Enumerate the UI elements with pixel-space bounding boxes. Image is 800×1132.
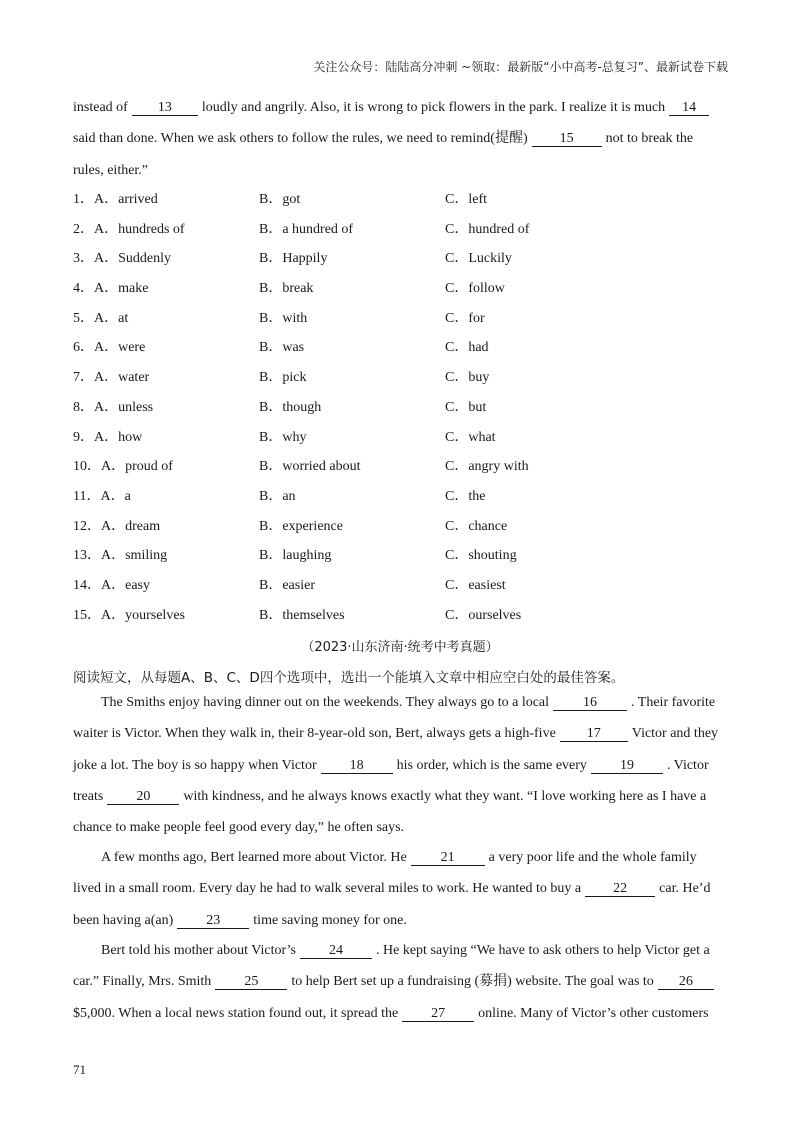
text-line bbox=[73, 718, 729, 749]
blank-14: 14 bbox=[669, 100, 709, 116]
question-number: 12． bbox=[73, 518, 101, 534]
option-row bbox=[73, 363, 729, 393]
option-a bbox=[73, 423, 142, 453]
blank-23: 23 bbox=[177, 913, 249, 929]
option-b: B．worried about bbox=[259, 459, 361, 475]
text-line bbox=[73, 998, 729, 1029]
passage-paragraph-1 bbox=[73, 687, 729, 843]
option-row bbox=[73, 423, 729, 453]
option-a-text: A．a bbox=[100, 488, 131, 504]
option-b: B．break bbox=[259, 281, 314, 297]
option-a bbox=[73, 333, 145, 363]
option-b: B．was bbox=[259, 340, 305, 356]
text-span: treats bbox=[73, 788, 104, 804]
blank-25: 25 bbox=[215, 974, 287, 990]
option-b: B．though bbox=[259, 399, 322, 415]
option-a bbox=[73, 274, 148, 304]
blank-15: 15 bbox=[532, 131, 602, 147]
text-span: loudly and angrily. Also, it is wrong to pick flowers in the park. I realize it is much bbox=[201, 100, 666, 115]
option-row bbox=[73, 333, 729, 363]
instruction-text: 阅读短文，从每题A、B、C、D四个选项中，选出一个能填入文章中相应空白处的最佳答案。 bbox=[73, 670, 625, 686]
text-span: . He kept saying “We have to ask others to help Victor get a bbox=[376, 943, 710, 958]
question-number: 10． bbox=[73, 459, 101, 475]
text-line bbox=[73, 687, 729, 718]
option-row bbox=[73, 571, 729, 601]
question-number: 15． bbox=[73, 607, 101, 623]
option-c: C．hundred of bbox=[445, 221, 530, 237]
option-b: B．themselves bbox=[259, 607, 345, 623]
text-span: car. He’d bbox=[659, 881, 711, 897]
option-a bbox=[73, 363, 149, 393]
text-span: said than done. When we ask others to follow the rules, we need to remind(提醒) bbox=[73, 131, 528, 147]
text-line bbox=[73, 123, 729, 154]
blank-21: 21 bbox=[411, 850, 485, 866]
text-line bbox=[73, 873, 729, 904]
option-b: B．laughing bbox=[259, 548, 332, 564]
option-c: C．follow bbox=[445, 281, 505, 297]
option-c: C．had bbox=[445, 340, 489, 356]
option-a bbox=[73, 393, 153, 423]
option-a bbox=[73, 244, 171, 274]
option-row bbox=[73, 215, 729, 245]
option-row bbox=[73, 274, 729, 304]
question-number: 1． bbox=[73, 192, 94, 207]
option-row bbox=[73, 304, 729, 334]
option-a bbox=[73, 215, 185, 245]
option-c: C．Luckily bbox=[445, 251, 512, 267]
option-a-text: A．hundreds of bbox=[94, 221, 185, 237]
option-c: C．what bbox=[445, 429, 496, 445]
option-a bbox=[73, 541, 167, 571]
option-a-text: A．easy bbox=[101, 577, 150, 593]
question-number: 11． bbox=[73, 488, 101, 504]
question-number: 6． bbox=[73, 340, 94, 356]
passage-paragraph-3 bbox=[73, 935, 729, 1029]
option-c: C．angry with bbox=[445, 459, 529, 475]
text-span: his order, which is the same every bbox=[396, 757, 587, 773]
option-row bbox=[73, 482, 729, 512]
option-a-text: A．were bbox=[94, 340, 146, 356]
option-c: C．shouting bbox=[445, 548, 517, 564]
blank-20: 20 bbox=[107, 789, 179, 805]
passage-continuation bbox=[73, 92, 729, 186]
text-span: . Victor bbox=[666, 757, 709, 773]
question-number: 3． bbox=[73, 251, 94, 267]
option-row bbox=[73, 393, 729, 423]
question-number: 9． bbox=[73, 429, 94, 445]
option-c: C．easiest bbox=[445, 577, 506, 593]
text-span: a very poor life and the whole family bbox=[488, 850, 697, 865]
option-a bbox=[73, 304, 128, 334]
text-line bbox=[73, 781, 729, 812]
text-span: waiter is Victor. When they walk in, their 8-year-old son, Bert, always gets a high-five bbox=[73, 726, 556, 742]
option-b: B．with bbox=[259, 310, 308, 326]
option-c: C．buy bbox=[445, 370, 490, 386]
option-b: B．an bbox=[259, 488, 296, 504]
option-c: C．the bbox=[445, 488, 486, 504]
option-a bbox=[73, 571, 150, 601]
text-line: rules, either.” bbox=[73, 162, 149, 178]
option-a-text: A．proud of bbox=[101, 459, 173, 475]
page-number: 71 bbox=[73, 1062, 86, 1077]
option-row bbox=[73, 452, 729, 482]
option-a-text: A．smiling bbox=[101, 548, 168, 564]
option-c: C．but bbox=[445, 399, 487, 415]
option-a bbox=[73, 452, 173, 482]
blank-17: 17 bbox=[560, 726, 628, 742]
text-span: been having a(an) bbox=[73, 912, 174, 928]
option-a-text: A．at bbox=[94, 310, 129, 326]
text-span: to help Bert set up a fundraising (募捐) website. The goal was to bbox=[291, 974, 654, 990]
text-line bbox=[73, 842, 729, 873]
option-b: B．Happily bbox=[259, 251, 328, 267]
blank-18: 18 bbox=[321, 758, 393, 774]
option-b: B．experience bbox=[259, 518, 343, 534]
text-span: . Their favorite bbox=[631, 695, 716, 710]
option-c: C．for bbox=[445, 310, 485, 326]
text-span: instead of bbox=[73, 100, 128, 115]
option-c: C．chance bbox=[445, 518, 508, 534]
question-number: 4． bbox=[73, 281, 94, 297]
option-b: B．got bbox=[259, 192, 301, 207]
text-span: car.” Finally, Mrs. Smith bbox=[73, 974, 212, 990]
text-span: online. Many of Victor’s other customers bbox=[478, 1005, 709, 1021]
question-number: 2． bbox=[73, 221, 94, 237]
page-header: 关注公众号：陆陆高分冲刺 ~领取：最新版“小中高考-总复习”、最新试卷下载 bbox=[313, 60, 728, 74]
blank-26: 26 bbox=[658, 974, 714, 990]
text-span: The Smiths enjoy having dinner out on the weekends. They always go to a local bbox=[101, 695, 550, 710]
options-list bbox=[73, 185, 729, 630]
option-row bbox=[73, 601, 729, 631]
blank-24: 24 bbox=[300, 943, 372, 959]
blank-27: 27 bbox=[402, 1006, 474, 1022]
question-source: （2023·山东济南·统考中考真题） bbox=[301, 640, 499, 655]
text-span: Bert told his mother about Victor’s bbox=[101, 943, 297, 958]
option-b: B．a hundred of bbox=[259, 221, 354, 237]
text-line bbox=[73, 92, 729, 123]
question-number: 5． bbox=[73, 310, 94, 326]
option-a bbox=[73, 185, 158, 215]
option-a-text: A．how bbox=[94, 429, 143, 445]
question-number: 14． bbox=[73, 577, 101, 593]
option-b: B．easier bbox=[259, 577, 315, 593]
option-a bbox=[73, 482, 131, 512]
text-span: with kindness, and he always knows exactly what they want. “I love working here as I have a bbox=[183, 788, 707, 804]
option-b: B．pick bbox=[259, 370, 307, 386]
blank-22: 22 bbox=[585, 881, 655, 897]
option-a bbox=[73, 512, 160, 542]
option-c: C．ourselves bbox=[445, 607, 522, 623]
text-line bbox=[73, 905, 729, 936]
blank-13: 13 bbox=[132, 100, 198, 116]
option-a-text: A．yourselves bbox=[101, 607, 185, 623]
text-line bbox=[73, 935, 729, 966]
text-span: joke a lot. The boy is so happy when Victor bbox=[73, 757, 317, 773]
option-row bbox=[73, 244, 729, 274]
option-row bbox=[73, 541, 729, 571]
text-span: time saving money for one. bbox=[253, 912, 407, 928]
option-a-text: A．make bbox=[94, 281, 149, 297]
option-row bbox=[73, 512, 729, 542]
option-a-text: A．unless bbox=[94, 399, 154, 415]
text-span: not to break the bbox=[605, 131, 694, 147]
passage-paragraph-2 bbox=[73, 842, 729, 936]
option-a-text: A．water bbox=[94, 370, 150, 386]
text-line bbox=[73, 966, 729, 997]
option-a-text: A．arrived bbox=[94, 192, 158, 207]
blank-16: 16 bbox=[553, 695, 627, 711]
blank-19: 19 bbox=[591, 758, 663, 774]
question-number: 8． bbox=[73, 399, 94, 415]
text-line bbox=[73, 750, 729, 781]
text-span: Victor and they bbox=[631, 726, 719, 742]
option-c: C．left bbox=[445, 192, 487, 207]
text-span: $5,000. When a local news station found out, it spread the bbox=[73, 1005, 399, 1021]
question-number: 13． bbox=[73, 548, 101, 564]
text-span: A few months ago, Bert learned more about Victor. He bbox=[101, 850, 407, 865]
option-a-text: A．dream bbox=[101, 518, 161, 534]
option-a-text: A．Suddenly bbox=[94, 251, 171, 267]
option-b: B．why bbox=[259, 429, 307, 445]
option-a bbox=[73, 601, 185, 631]
question-number: 7． bbox=[73, 370, 94, 386]
text-span: lived in a small room. Every day he had to walk several miles to work. He wanted to buy a bbox=[73, 881, 582, 897]
text-line: chance to make people feel good every day,” he often says. bbox=[73, 820, 405, 836]
option-row bbox=[73, 185, 729, 215]
